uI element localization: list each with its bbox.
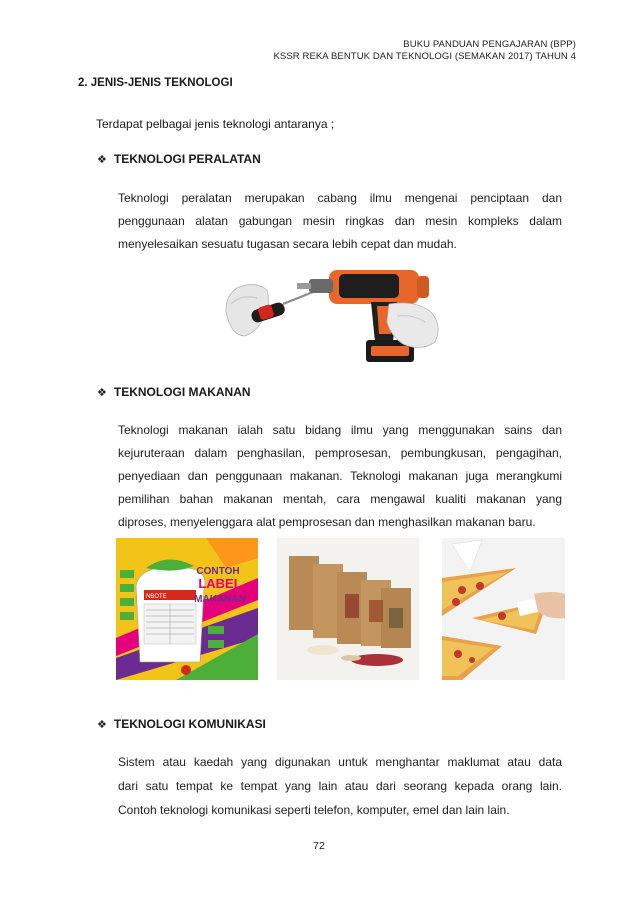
kraft-pouches-image [277, 538, 419, 680]
poster-title-1: CONTOH [196, 566, 240, 577]
diamond-bullet-icon: ❖ [97, 718, 107, 731]
poster-title-2: LABEL [198, 576, 242, 591]
paragraph-line: pemilihan bahan makanan mentah, cara mengawal kualiti makanan yang [118, 492, 562, 506]
paragraph-line: penyediaan dan penggunaan makanan. Teknologi makanan juga merangkumi [118, 469, 562, 483]
paragraph-line: kejuruteraan dalam penghasilan, pemprosesan, pembungkusan, pengagihan, [118, 446, 562, 460]
heading-text: TEKNOLOGI PERALATAN [113, 152, 261, 166]
header-line-1: BUKU PANDUAN PENGAJARAN (BPP) [403, 39, 576, 50]
food-label-poster-image [116, 538, 258, 680]
bullet-heading-peralatan [97, 152, 261, 166]
poster-title-3: MAKANAN [194, 594, 246, 605]
section-heading: 2. JENIS-JENIS TEKNOLOGI [78, 77, 233, 89]
tools-image [221, 264, 446, 369]
paragraph-line: Contoh teknologi komunikasi seperti telefon, komputer, emel dan lain lain. [118, 803, 510, 817]
heading-text: TEKNOLOGI MAKANAN [113, 385, 251, 399]
paragraph-line: Teknologi makanan ialah satu bidang ilmu yang menggunakan sains dan [118, 423, 562, 437]
paragraph-line: dari satu tempat ke tempat yang lain atau dari seorang kepada orang lain. [118, 779, 562, 793]
paragraph-komunikasi [118, 750, 562, 822]
intro-text: Terdapat pelbagai jenis teknologi antaranya ; [96, 117, 335, 131]
page-number: 72 [313, 840, 325, 852]
paragraph-peralatan [118, 187, 562, 256]
bullet-heading-komunikasi [97, 717, 266, 731]
diamond-bullet-icon: ❖ [97, 386, 107, 399]
paragraph-line: diproses, menyelenggara alat pemprosesan dan menghasilkan makanan baru. [118, 515, 536, 529]
pizza-image [442, 538, 565, 680]
bullet-heading-makanan [97, 385, 251, 399]
paragraph-line: Sistem atau kaedah yang digunakan untuk menghantar maklumat atau data [118, 755, 562, 769]
diamond-bullet-icon: ❖ [97, 153, 107, 166]
paragraph-line: penggunaan alatan gabungan mesin ringkas dan mesin kompleks dalam [118, 214, 562, 228]
paragraph-line: Teknologi peralatan merupakan cabang ilmu mengenai penciptaan dan [118, 191, 562, 205]
paragraph-makanan [118, 419, 562, 534]
poster-brand: NBOTE [146, 594, 167, 600]
heading-text: TEKNOLOGI KOMUNIKASI [113, 717, 266, 731]
header-line-2: KSSR REKA BENTUK DAN TEKNOLOGI (SEMAKAN 2017) TAHUN 4 [273, 51, 576, 62]
paragraph-line: menyelesaikan sesuatu tugasan secara lebih cepat dan mudah. [118, 237, 457, 251]
